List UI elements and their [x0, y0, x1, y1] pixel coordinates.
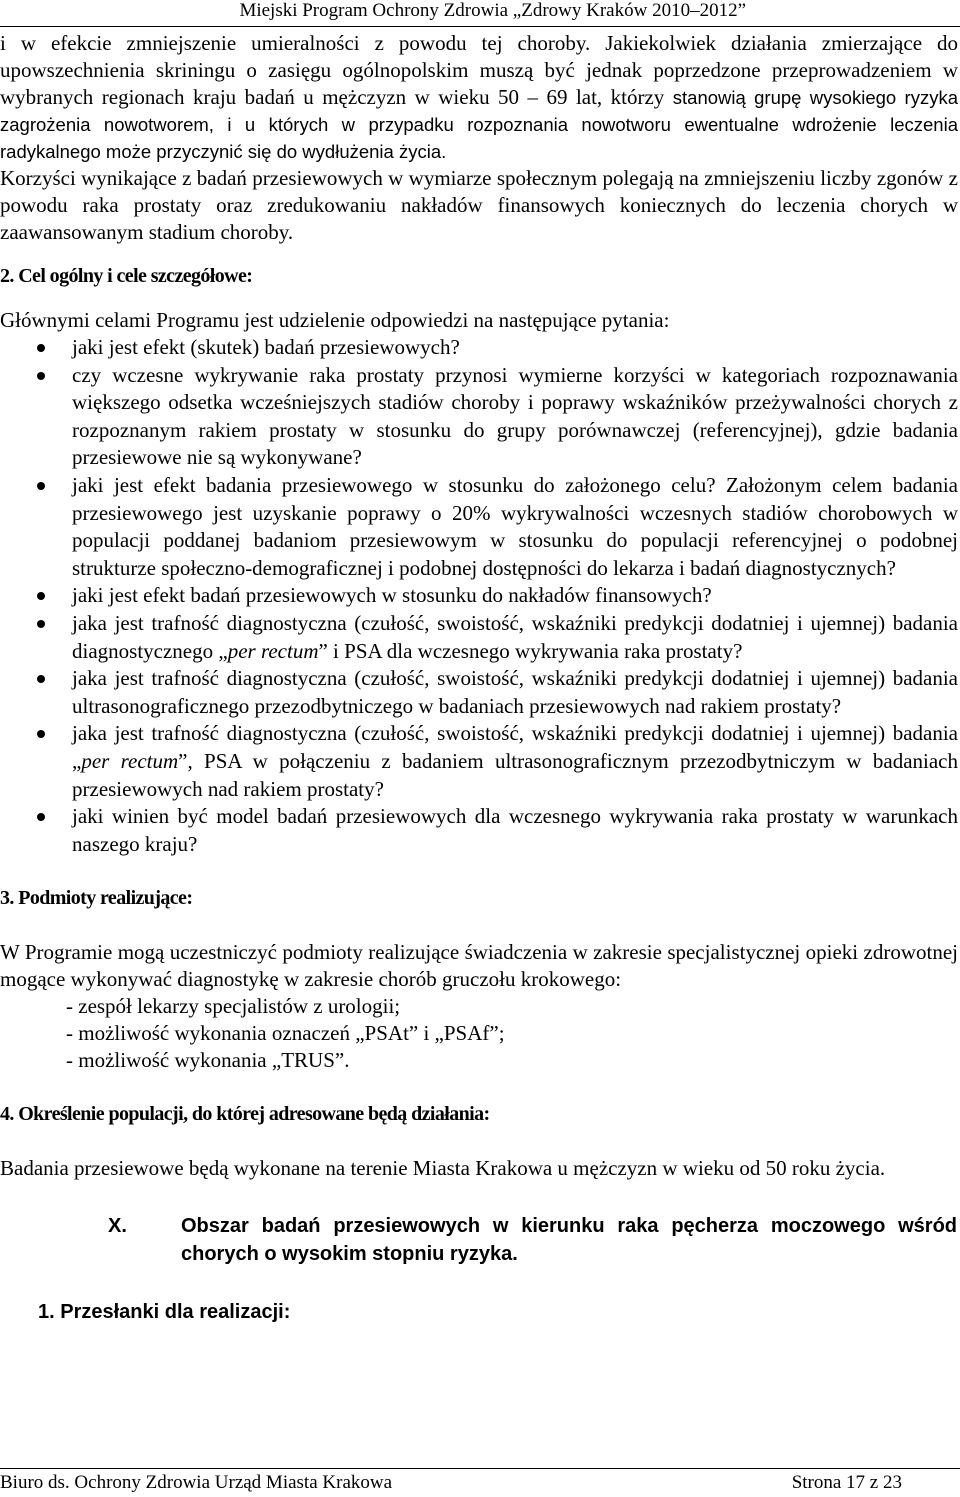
section-2-heading: 2. Cel ogólny i cele szczegółowe:: [0, 265, 253, 287]
intro-paragraph: [0, 30, 958, 165]
list-item: jaka jest trafność diagnostyczna (czułość, swoistość, wskaźniki predykcji dodatniej i ujemnej) badania „per rectum”, PSA w połączeniu z badaniem ultrasonograficznym przezodbytniczym w badaniach przesiewowych nad rakiem prostaty?: [0, 720, 958, 803]
list-item: jaka jest trafność diagnostyczna (czułość, swoistość, wskaźniki predykcji dodatniej i ujemnej) badania diagnostycznego „per rectum” i PSA dla wczesnego wykrywania raka prostaty?: [0, 610, 958, 665]
list-item: jaki winien być model badań przesiewowych dla wczesnego wykrywania raka prostaty w warunkach naszego kraju?: [0, 803, 958, 858]
section-3-body: W Programie mogą uczestniczyć podmioty realizujące świadczenia w zakresie specjalistycznej opieki zdrowotnej mogące wykonywać diagnostykę w zakresie chorób gruczołu krokowego:: [0, 940, 958, 992]
benefits-paragraph: Korzyści wynikające z badań przesiewowych w wymiarze społecznym polegają na zmniejszeniu liczby zgonów z powodu raka prostaty oraz zredukowaniu nakładów finansowych koniecznych do leczenia chorych w zaawansowanym stadium choroby.: [0, 166, 958, 244]
list-item: jaki jest efekt badania przesiewowego w stosunku do założonego celu? Założonym celem badania przesiewowego jest uzyskanie poprawy o 20% wykrywalności wczesnych stadiów chorobowych w populacji poddanej badaniom przesiewowym w stosunku do populacji referencyjnej o podobnej strukturze społeczno-demograficznej i podobnej dostępności do lekarza i badań diagnostycznych?: [0, 472, 958, 582]
intro-text-sans: stanowią grupę wysokiego ryzyka zagrożenia nowotworem, i u których w przypadku rozpoznania nowotworu ewentualne wdrożenie leczenia radykalnego może przyczynić się do wydłużenia życia.: [0, 87, 958, 162]
bullet-icon: [37, 675, 45, 683]
providers-list: [0, 993, 958, 1074]
goals-list: [0, 334, 958, 858]
bullet-icon: [37, 813, 45, 821]
list-item: jaki jest efekt badań przesiewowych w stosunku do nakładów finansowych?: [0, 582, 958, 610]
bullet-icon: [37, 482, 45, 490]
running-header: Miejski Program Ochrony Zdrowia „Zdrowy Kraków 2010–2012”: [239, 0, 746, 21]
bullet-icon: [37, 592, 45, 600]
list-item: - zespół lekarzy specjalistów z urologii;: [66, 994, 401, 1019]
section-4-heading: 4. Określenie populacji, do której adresowane będą działania:: [0, 1103, 490, 1126]
section-x-heading: [0, 1212, 958, 1268]
footer-rule: [0, 1468, 960, 1469]
bullet-icon: [37, 730, 45, 738]
bullet-icon: [37, 372, 45, 380]
list-item: jaki jest efekt (skutek) badań przesiewowych?: [0, 334, 958, 362]
section-x-title: Obszar badań przesiewowych w kierunku raka pęcherza moczowego wśród chorych o wysokim stopniu ryzyka.: [181, 1215, 957, 1266]
section-3-heading: 3. Podmioty realizujące:: [0, 887, 193, 910]
list-item: - możliwość wykonania oznaczeń „PSAt” i „PSAf”;: [66, 1021, 505, 1046]
bullet-icon: [37, 620, 45, 628]
footer-office: Biuro ds. Ochrony Zdrowia Urząd Miasta Krakowa: [0, 1472, 393, 1493]
page-number: Strona 17 z 23: [791, 1472, 902, 1493]
page-content: [0, 30, 958, 1326]
intro-text-serif: i w efekcie zmniejszenie umieralności z powodu tej choroby. Jakiekolwiek działania zmierzające do upowszechnienia skriningu o zasięgu ogólnopolskim muszą być jednak poprzedzone przeprowadzeniem w wybranych regionach kraju badań u mężczyzn w wieku 50 – 69 lat, którzy: [0, 31, 958, 109]
list-item: - możliwość wykonania „TRUS”.: [66, 1048, 350, 1073]
section-2-lead: Głównymi celami Programu jest udzielenie odpowiedzi na następujące pytania:: [0, 308, 670, 332]
section-x-number: X.: [108, 1215, 127, 1238]
section-4-body: Badania przesiewowe będą wykonane na terenie Miasta Krakowa u mężczyzn w wieku od 50 roku życia.: [0, 1156, 886, 1181]
subsection-1-heading: 1. Przesłanki dla realizacji:: [38, 1301, 291, 1324]
list-item: jaka jest trafność diagnostyczna (czułość, swoistość, wskaźniki predykcji dodatniej i ujemnej) badania ultrasonograficznego przezodbytniczego w badaniach przesiewowych nad rakiem prostaty?: [0, 665, 958, 720]
list-item: czy wczesne wykrywanie raka prostaty przynosi wymierne korzyści w kategoriach rozpoznawania większego odsetka wcześniejszych stadiów choroby i poprawy wskaźników przeżywalności chorych z rozpoznanym rakiem prostaty w stosunku do grupy porównawczej (referencyjnej), gdzie badania przesiewowe nie są wykonywane?: [0, 362, 958, 472]
header-rule: [0, 26, 960, 27]
bullet-icon: [37, 344, 45, 352]
